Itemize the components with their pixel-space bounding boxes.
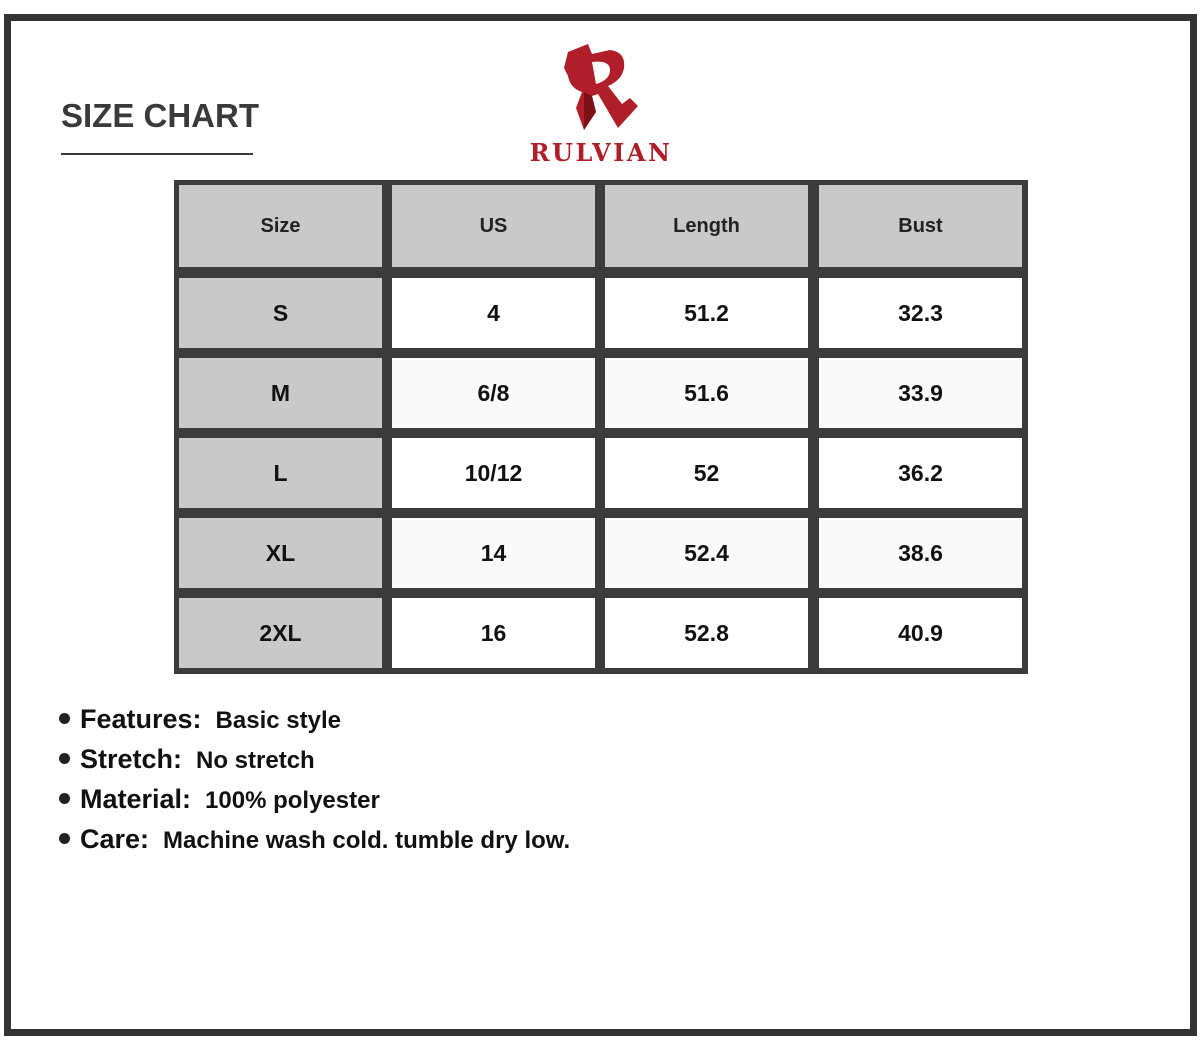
size-table xyxy=(174,180,1028,674)
detail-label: Features: xyxy=(80,704,202,734)
cell-size: M xyxy=(179,358,382,428)
header-length: Length xyxy=(605,185,808,267)
detail-label: Material: xyxy=(80,784,192,814)
cell-bust: 40.9 xyxy=(819,598,1022,668)
header-size: Size xyxy=(179,185,382,267)
header-us: US xyxy=(392,185,595,267)
cell-size: 2XL xyxy=(179,598,382,668)
cell-bust: 36.2 xyxy=(819,438,1022,508)
cell-length: 51.2 xyxy=(605,278,808,348)
detail-stretch xyxy=(59,744,570,784)
detail-material xyxy=(59,784,570,824)
cell-size: S xyxy=(179,278,382,348)
detail-value: Basic style xyxy=(215,707,341,734)
cell-us: 16 xyxy=(392,598,595,668)
title-underline xyxy=(61,153,253,155)
brand-name: RULVIAN xyxy=(529,138,673,167)
cell-length: 52 xyxy=(605,438,808,508)
detail-value: 100% polyester xyxy=(205,787,380,814)
cell-size: L xyxy=(179,438,382,508)
cell-us: 14 xyxy=(392,518,595,588)
detail-features xyxy=(59,704,570,744)
header-bust: Bust xyxy=(819,185,1022,267)
product-details xyxy=(59,704,570,864)
cell-length: 52.4 xyxy=(605,518,808,588)
cell-length: 52.8 xyxy=(605,598,808,668)
cell-us: 6/8 xyxy=(392,358,595,428)
bullet-icon xyxy=(59,753,70,764)
cell-length: 51.6 xyxy=(605,358,808,428)
detail-value: Machine wash cold. tumble dry low. xyxy=(163,827,571,854)
detail-value: No stretch xyxy=(196,747,315,774)
page-title: SIZE CHART xyxy=(61,97,259,134)
rulvian-r-logo-icon xyxy=(562,42,642,132)
brand-logo xyxy=(520,40,682,165)
bullet-icon xyxy=(59,793,70,804)
cell-bust: 32.3 xyxy=(819,278,1022,348)
detail-label: Stretch: xyxy=(80,744,183,774)
bullet-icon xyxy=(59,713,70,724)
cell-us: 10/12 xyxy=(392,438,595,508)
cell-bust: 33.9 xyxy=(819,358,1022,428)
detail-label: Care: xyxy=(80,824,150,854)
cell-us: 4 xyxy=(392,278,595,348)
bullet-icon xyxy=(59,833,70,844)
detail-care xyxy=(59,824,570,864)
cell-size: XL xyxy=(179,518,382,588)
cell-bust: 38.6 xyxy=(819,518,1022,588)
